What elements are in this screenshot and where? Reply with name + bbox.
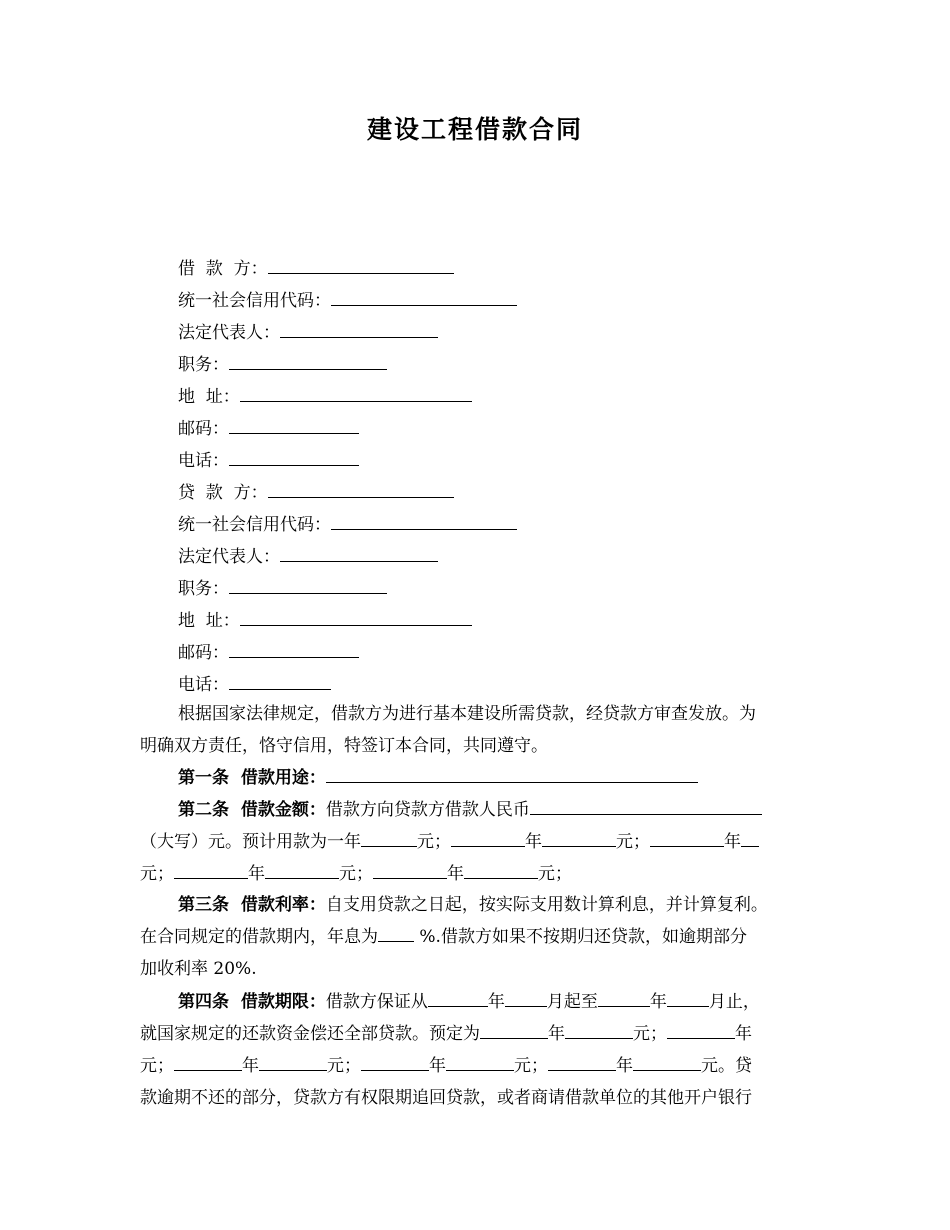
- borrower-phone-blank[interactable]: [229, 447, 359, 466]
- article-2-yuan-1: 元；: [417, 832, 451, 852]
- amount-blank-1[interactable]: [542, 828, 616, 847]
- borrower-credit-code-field: [178, 287, 517, 312]
- article-4-nian-5: 年: [242, 1056, 259, 1076]
- borrower-postcode-blank[interactable]: [229, 415, 359, 434]
- end-month-blank[interactable]: [667, 988, 709, 1007]
- article-4-yuan-dot: 元。贷: [701, 1056, 752, 1076]
- article-2-yuan-end: 元；: [538, 864, 572, 884]
- repay-year-blank-5[interactable]: [548, 1052, 616, 1071]
- lender-position-field: [178, 575, 387, 600]
- lender-postcode-label: 邮码：: [178, 643, 229, 663]
- borrower-postcode-label: 邮码：: [178, 419, 229, 439]
- lender-credit-code-label: 统一社会信用代码：: [178, 515, 331, 535]
- loan-purpose-blank[interactable]: [326, 764, 698, 783]
- borrower-phone-field: [178, 447, 359, 472]
- article-2-yuan-2: 元；: [616, 832, 650, 852]
- amount-blank-4[interactable]: [464, 860, 538, 879]
- article-1: [140, 762, 812, 794]
- year-blank-3[interactable]: [174, 860, 248, 879]
- borrower-legal-rep-blank[interactable]: [280, 319, 438, 338]
- lender-address-blank[interactable]: [240, 607, 472, 626]
- lender-position-blank[interactable]: [229, 575, 387, 594]
- lender-party-label: 贷 款 方：: [178, 483, 268, 503]
- article-4-yuan-3: 元；: [327, 1056, 361, 1076]
- repay-year-blank-2[interactable]: [667, 1020, 735, 1039]
- borrower-legal-rep-label: 法定代表人：: [178, 323, 280, 343]
- article-4-nian-7: 年: [616, 1056, 633, 1076]
- article-2-nian-2: 年: [724, 832, 741, 852]
- lender-legal-rep-blank[interactable]: [280, 543, 438, 562]
- borrower-credit-code-label: 统一社会信用代码：: [178, 291, 331, 311]
- borrower-party-blank[interactable]: [268, 255, 454, 274]
- start-year-blank[interactable]: [428, 988, 488, 1007]
- lender-credit-code-field: [178, 511, 517, 536]
- borrower-position-label: 职务：: [178, 355, 229, 375]
- article-4-qi-zhi: 月起至: [546, 992, 598, 1012]
- preamble-line-1: 根据国家法律规定，借款方为进行基本建设所需贷款，经贷款方审查发放。为: [178, 704, 756, 724]
- article-4-zhi: 月止，: [708, 992, 760, 1012]
- lender-position-label: 职务：: [178, 579, 229, 599]
- article-2-yuan-3: 元；: [140, 864, 174, 884]
- article-3-text-2b: %.借款方如果不按期归还贷款，如逾期部分: [414, 927, 747, 947]
- repay-amount-blank-4[interactable]: [446, 1052, 514, 1071]
- article-4-label: 第四条 借款期限：: [178, 992, 326, 1012]
- article-4-nian-3: 年: [548, 1024, 565, 1044]
- loan-amount-blank[interactable]: [530, 796, 762, 815]
- end-year-blank[interactable]: [598, 988, 650, 1007]
- article-4-nian-6: 年: [429, 1056, 446, 1076]
- article-2-text-1: 借款方向贷款方借款人民币: [325, 800, 530, 820]
- borrower-party-field: [178, 255, 454, 280]
- borrower-party-label: 借 款 方：: [178, 259, 268, 279]
- article-4-yuan-1: 元；: [633, 1024, 667, 1044]
- article-4-yuan-4: 元；: [514, 1056, 548, 1076]
- borrower-credit-code-blank[interactable]: [331, 287, 517, 306]
- start-month-blank[interactable]: [505, 988, 547, 1007]
- repay-amount-blank-1[interactable]: [565, 1020, 633, 1039]
- borrower-phone-label: 电话：: [178, 451, 229, 471]
- article-2: [140, 794, 812, 890]
- lender-phone-field: [178, 671, 331, 696]
- borrower-address-blank[interactable]: [240, 383, 472, 402]
- year-blank-2[interactable]: [650, 828, 724, 847]
- lender-postcode-field: [178, 639, 359, 664]
- article-3: [140, 889, 812, 985]
- article-4-nian-4: 年: [735, 1024, 752, 1044]
- borrower-position-blank[interactable]: [229, 351, 387, 370]
- repay-amount-blank-3[interactable]: [259, 1052, 327, 1071]
- article-3-text-1: 自支用贷款之日起，按实际支用数计算利息，并计算复利。: [325, 895, 768, 915]
- lender-legal-rep-label: 法定代表人：: [178, 547, 280, 567]
- lender-credit-code-blank[interactable]: [331, 511, 517, 530]
- article-2-yuan-4: 元；: [339, 864, 373, 884]
- lender-party-blank[interactable]: [268, 479, 454, 498]
- article-2-nian-4: 年: [447, 864, 464, 884]
- article-3-label: 第三条 借款利率：: [178, 895, 326, 915]
- article-4-text-1a: 借款方保证从: [325, 992, 428, 1012]
- article-3-text-3: 加收利率 20%.: [140, 959, 257, 979]
- article-2-nian-1: 年: [525, 832, 542, 852]
- lender-phone-label: 电话：: [178, 675, 229, 695]
- borrower-address-label: 地 址：: [178, 387, 240, 407]
- repay-year-blank-1[interactable]: [480, 1020, 548, 1039]
- article-4-yuan-2: 元；: [140, 1056, 174, 1076]
- article-4: [140, 986, 812, 1114]
- lender-party-field: [178, 479, 454, 504]
- borrower-legal-rep-field: [178, 319, 438, 344]
- article-3-text-2a: 在合同规定的借款期内，年息为: [140, 927, 378, 947]
- repay-amount-blank-5[interactable]: [633, 1052, 701, 1071]
- year-blank-1[interactable]: [451, 828, 525, 847]
- annual-interest-blank[interactable]: [378, 923, 414, 942]
- article-4-text-2a: 就国家规定的还款资金偿还全部贷款。预定为: [140, 1024, 480, 1044]
- amount-blank-2[interactable]: [741, 828, 759, 847]
- year-blank-4[interactable]: [373, 860, 447, 879]
- lender-phone-blank[interactable]: [229, 671, 331, 690]
- article-1-label: 第一条 借款用途：: [178, 768, 326, 788]
- repay-year-blank-4[interactable]: [361, 1052, 429, 1071]
- preamble-line-2: 明确双方责任，恪守信用，特签订本合同，共同遵守。: [140, 736, 548, 756]
- borrower-address-field: [178, 383, 472, 408]
- amount-blank-3[interactable]: [265, 860, 339, 879]
- lender-address-field: [178, 607, 472, 632]
- article-4-text-4: 款逾期不还的部分，贷款方有权限期追回贷款，或者商请借款单位的其他开户银行: [140, 1088, 752, 1108]
- preamble-paragraph: [140, 698, 812, 762]
- borrower-position-field: [178, 351, 387, 376]
- repay-year-blank-3[interactable]: [174, 1052, 242, 1071]
- document-title: 建设工程借款合同: [366, 115, 583, 144]
- article-2-text-2: （大写）元。预计用款为一年: [140, 832, 361, 852]
- article-4-nian-1: 年: [487, 992, 505, 1012]
- lender-postcode-blank[interactable]: [229, 639, 359, 658]
- article-2-nian-3: 年: [248, 864, 265, 884]
- borrower-postcode-field: [178, 415, 359, 440]
- lender-address-label: 地 址：: [178, 611, 240, 631]
- lender-legal-rep-field: [178, 543, 438, 568]
- article-2-label: 第二条 借款金额：: [178, 800, 326, 820]
- first-year-amount-blank[interactable]: [361, 828, 417, 847]
- article-4-nian-2: 年: [649, 992, 667, 1012]
